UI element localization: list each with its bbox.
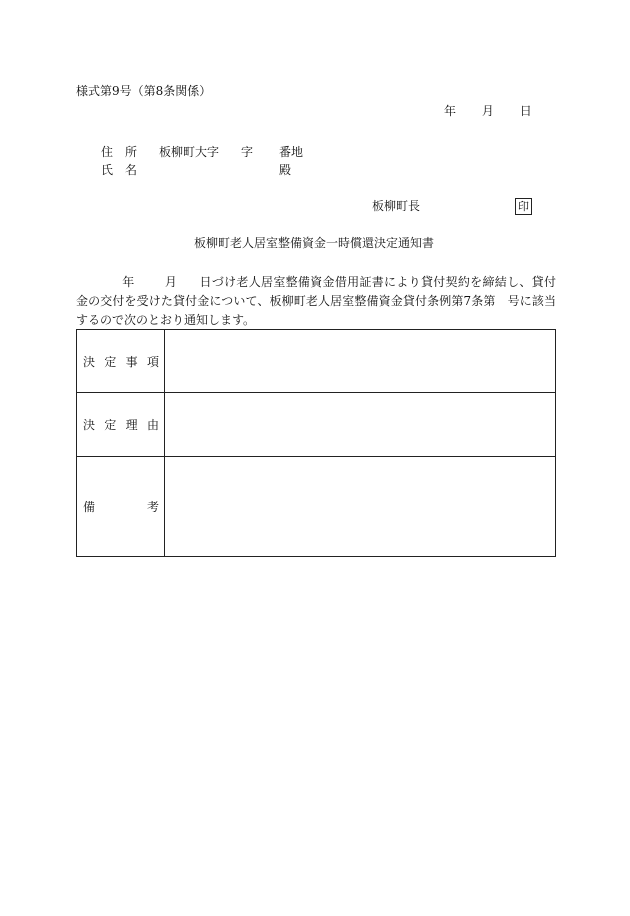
date-year: 年 <box>444 104 457 118</box>
address-label: 住 所 <box>101 145 138 159</box>
label-char: 決 <box>83 418 96 432</box>
form-number: 様式第9号（第8条関係） <box>76 84 212 98</box>
address-value: 板柳町大字 <box>159 145 220 159</box>
remarks-field[interactable] <box>165 457 556 557</box>
name-row <box>101 163 291 177</box>
label-char: 定 <box>104 418 117 432</box>
label-char: 事 <box>125 354 138 369</box>
table-row <box>77 330 556 393</box>
decision-table <box>76 329 556 557</box>
label-char: 由 <box>146 418 159 432</box>
body-text: 日づけ老人居室整備資金借用証書により貸付契約を締結し、貸付金の交付を受けた貸付金について、板柳町老人居室整備資金貸付条例第7条第 号に該当するので次のとおり通知します。 <box>76 275 556 327</box>
aza-label: 字 <box>241 145 254 159</box>
date-month: 月 <box>481 104 494 118</box>
label-char: 備 <box>83 500 96 514</box>
table-row <box>77 393 556 457</box>
seal-box: 印 <box>515 198 532 215</box>
label-char: 定 <box>104 354 117 369</box>
decision-reason-label <box>77 393 165 457</box>
decision-matter-label <box>77 330 165 393</box>
name-label: 氏 名 <box>101 163 138 177</box>
label-char: 考 <box>146 500 159 514</box>
banchi-label: 番地 <box>279 145 304 159</box>
honorific: 殿 <box>279 163 292 177</box>
body-paragraph <box>76 273 556 330</box>
document-title: 板柳町老人居室整備資金一時償還決定通知書 <box>194 236 435 250</box>
body-year: 年 <box>122 275 135 289</box>
label-char: 決 <box>83 354 96 369</box>
date-day: 日 <box>519 104 532 118</box>
decision-matter-field[interactable] <box>165 330 556 393</box>
label-char: 項 <box>146 354 159 369</box>
table-row <box>77 457 556 557</box>
issuer-title: 板柳町長 <box>372 199 421 213</box>
remarks-label <box>77 457 165 557</box>
address-row <box>101 145 303 159</box>
date-line <box>444 104 532 118</box>
label-char: 理 <box>125 418 138 432</box>
decision-reason-field[interactable] <box>165 393 556 457</box>
body-month: 月 <box>164 275 178 289</box>
